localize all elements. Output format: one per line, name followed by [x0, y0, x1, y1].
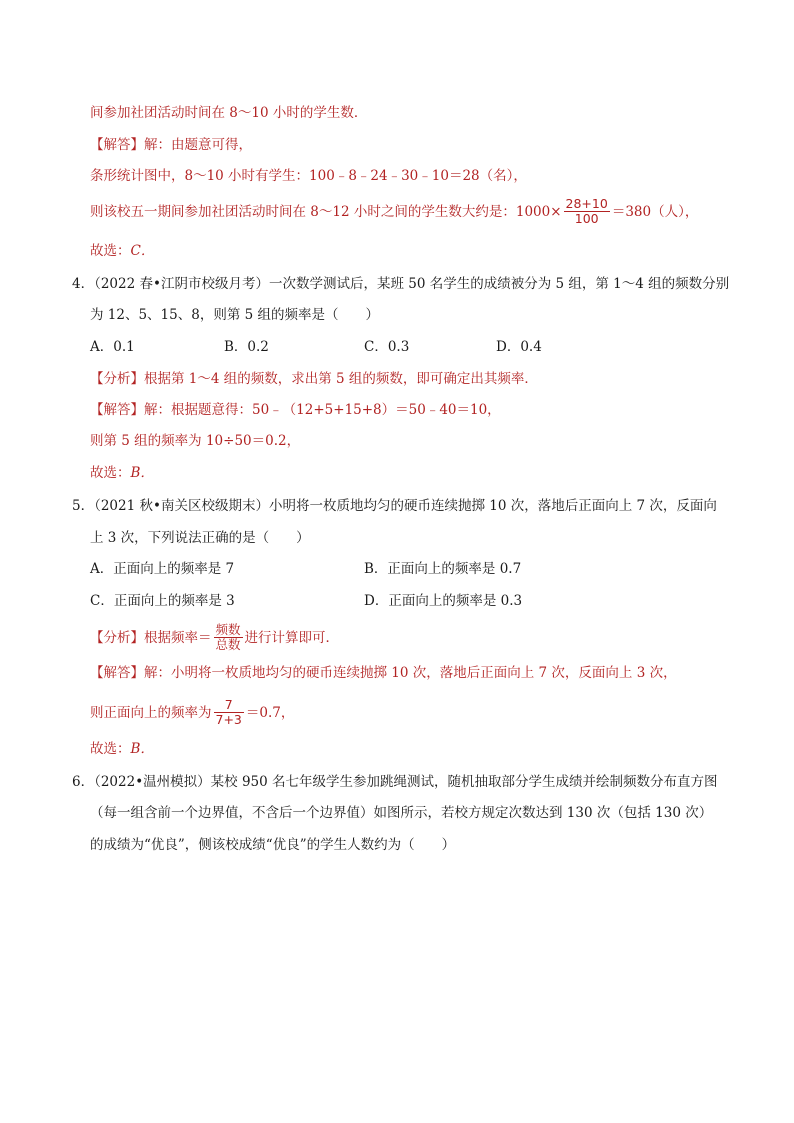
q4-stem-2: 为 12、5、15、8，则第 5 组的频率是（ ） — [90, 307, 379, 323]
analysis-tag: 【分析】 — [90, 630, 144, 646]
q5-choice: 故选：B． — [90, 741, 154, 757]
q5-answer: 【解答】解：小明将一枚质地均匀的硬币连续抛掷 10 次，落地后正面向上 7 次，反面向上 3 次， — [90, 665, 677, 681]
fraction: $\frac{28+10}{100}$ — [565, 196, 608, 226]
q3-answer-line2: 条形统计图中，8～10 小时有学生：100﹣8﹣24﹣30﹣10＝28（名）， — [90, 168, 527, 184]
q3-tail: 间参加社团活动时间在 8～10 小时的学生数． — [90, 105, 368, 121]
q5-option-d: D．正面向上的频率是 0.3 — [364, 593, 523, 609]
q5-option-c: C．正面向上的频率是 3 — [90, 593, 235, 609]
q3-choice: 故选：C． — [90, 243, 155, 259]
q6-stem-3: 的成绩为“优良”，侧该校成绩“优良”的学生人数约为（ ） — [90, 837, 456, 853]
q6-stem-2: （每一组含前一个边界值，不含后一个边界值）如图所示，若校方规定次数达到 130 次（包括 130 次） — [90, 805, 713, 821]
q3-answer: 【解答】解：由题意可得， — [90, 137, 252, 153]
q5-option-b: B．正面向上的频率是 0.7 — [364, 561, 522, 577]
q4-option-b: B．0.2 — [224, 339, 269, 355]
analysis-tag: 【分析】 — [90, 371, 144, 387]
q4-option-d: D．0.4 — [496, 339, 542, 355]
q5-analysis: 【分析】根据频率＝ $\frac{\text{频数}}{\text{总数}}$ 进行计算即可． — [90, 622, 340, 652]
answer-tag: 【解答】 — [90, 402, 144, 418]
q4-answer: 【解答】解：根据题意得：50﹣（12+5+15+8）＝50﹣40＝10， — [90, 402, 501, 418]
q4-option-a: A．0.1 — [90, 339, 135, 355]
q5-option-a: A．正面向上的频率是 7 — [90, 561, 235, 577]
q5-stem-2: 上 3 次，下列说法正确的是（ ） — [90, 530, 310, 546]
q6-stem-1: 6．（2022•温州模拟）某校 950 名七年级学生参加跳绳测试，随机抽取部分学生成绩并绘制频数分布直方图 — [72, 774, 718, 790]
answer-tag: 【解答】 — [90, 665, 144, 681]
q3-answer-line3: 则该校五一期间参加社团活动时间在 8～12 小时之间的学生数大约是：1000× $\frac{28+10}{100}$ ＝380（人）， — [90, 196, 699, 226]
answer-tag: 【解答】 — [90, 137, 144, 153]
fraction: $\frac{7}{7+3}$ — [215, 697, 242, 727]
q4-stem-1: 4．（2022 春•江阴市校级月考）一次数学测试后，某班 50 名学生的成绩被分为 5 组，第 1～4 组的频数分别 — [72, 276, 730, 292]
q4-answer-line2: 则第 5 组的频率为 10÷50＝0.2， — [90, 433, 301, 449]
q5-answer-line2: 则正面向上的频率为 $\frac{7}{7+3}$ ＝0.7， — [90, 697, 295, 727]
fraction: $\frac{\text{频数}}{\text{总数}}$ — [215, 622, 241, 652]
q4-choice: 故选：B． — [90, 465, 154, 481]
q4-option-c: C．0.3 — [364, 339, 410, 355]
q4-analysis: 【分析】根据第 1～4 组的频数，求出第 5 组的频数，即可确定出其频率． — [90, 371, 538, 387]
q5-stem-1: 5．（2021 秋•南关区校级期末）小明将一枚质地均匀的硬币连续抛掷 10 次，落地后正面向上 7 次，反面向 — [72, 498, 717, 514]
